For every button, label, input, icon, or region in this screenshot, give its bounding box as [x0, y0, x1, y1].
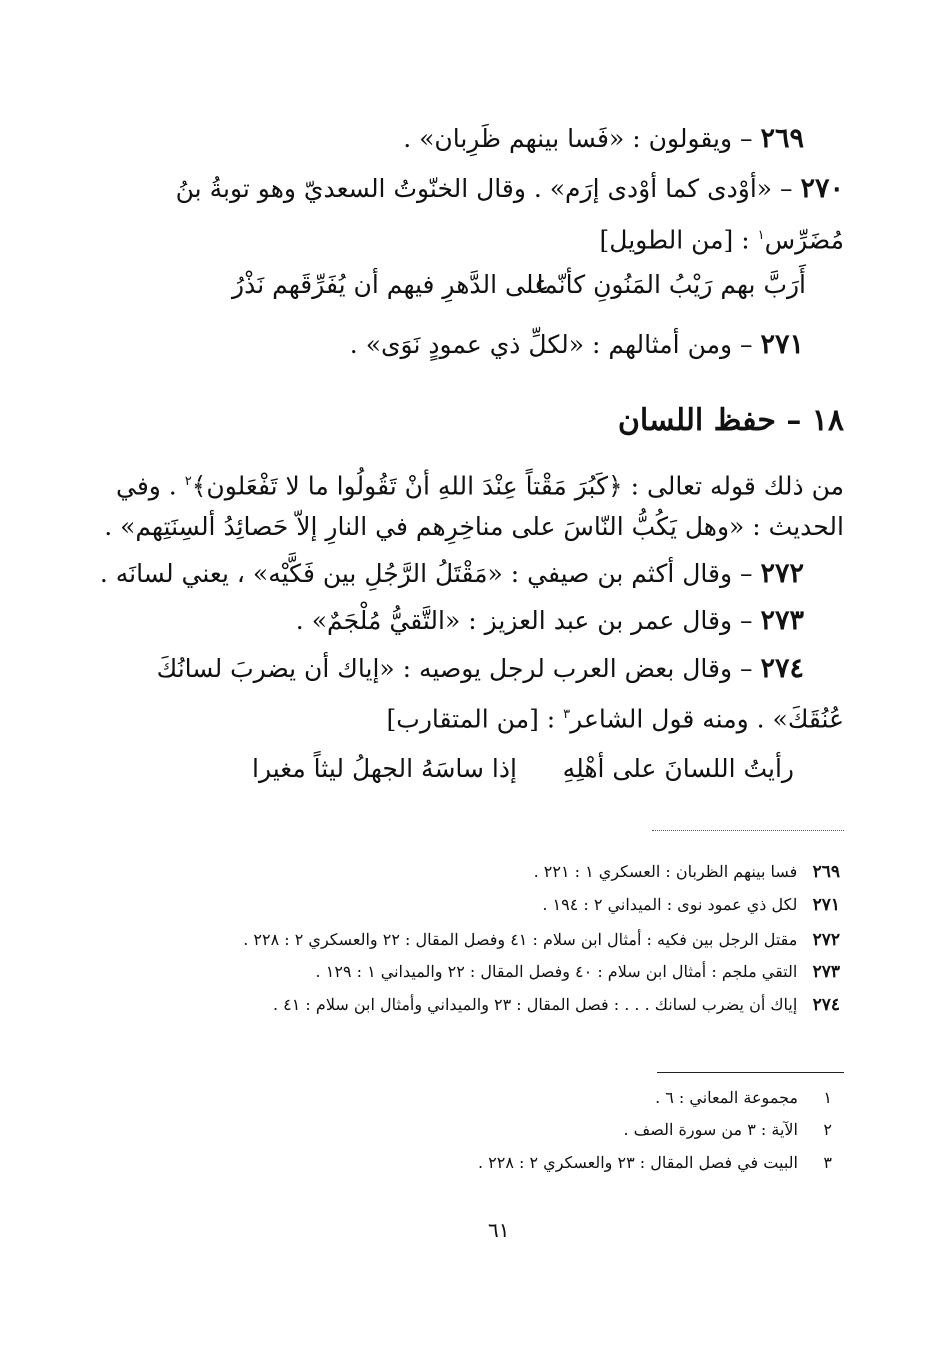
footnote-text: الآية : ٣ من سورة الصف . — [623, 1120, 798, 1139]
entry-text: – ومن أمثالهم : «لكلِّ ذي عمودٍ نَوَى» . — [349, 330, 753, 359]
verse-hemistich-right: أَرَبَّ بهم رَيْبُ المَنُونِ كأنّما — [536, 270, 806, 299]
footnote-text: البيت في فصل المقال : ٢٣ والعسكري ٢ : ٢٢٨ . — [477, 1153, 798, 1172]
source-line — [542, 894, 840, 916]
entry-270-line2 — [600, 219, 844, 257]
footnote-number: ٣ — [823, 1153, 832, 1172]
source-number: ٢٧٣ — [812, 962, 840, 982]
entry-269 — [403, 122, 804, 156]
verse-hemistich-left: إذا ساسَهُ الجهلُ ليثاً مغيرا — [252, 754, 517, 783]
entry-number: ٢٧٠ — [800, 173, 844, 204]
source-line — [316, 961, 840, 983]
source-text: التقي ملجم : أمثال ابن سلام : ٤٠ وفصل المقال : ٢٢ والميداني ١ : ١٢٩ . — [315, 962, 798, 981]
source-line — [243, 929, 840, 951]
entry-number: ٢٧٢ — [760, 558, 804, 589]
source-text: فسا بينهم الظربان : العسكري ١ : ٢٢١ . — [533, 862, 798, 881]
entry-text: – وقال عمر بن عبد العزيز : «التَّقيُّ مُلْجَمٌ» . — [295, 606, 753, 635]
meter-label: : [من الطويل] — [599, 225, 750, 255]
footnote-ref: ٣ — [563, 707, 571, 722]
entry-text: عُنُقَكَ» . ومنه قول الشاعر — [570, 704, 844, 734]
intro-line1 — [116, 465, 844, 503]
entry-273 — [296, 604, 804, 638]
entry-272 — [100, 557, 804, 591]
footnote-ref: ١ — [757, 228, 765, 243]
footnote-number: ٢ — [823, 1120, 832, 1139]
footnote-text: مجموعة المعاني : ٦ . — [655, 1088, 798, 1107]
footnote — [623, 1119, 832, 1141]
intro-line2: الحديث : «وهل يَكُبُّ النّاسَ على مناخِرِهم في النارِ إلاّ حَصائِدُ ألسِنَتِهم» . — [104, 512, 844, 541]
entry-274-line2 — [387, 698, 844, 736]
source-line — [534, 861, 840, 883]
entry-number: ٢٦٩ — [760, 123, 804, 154]
footnotes-divider — [657, 1072, 844, 1073]
quran-quote: من ذلك قوله تعالى : ﴿كَبُرَ مَقْتاً عِنْدَ اللهِ أنْ تَقُولُوا ما لا تَفْعَلون﴾ — [191, 471, 844, 501]
meter-label: : [من المتقارب] — [386, 704, 556, 734]
verse-hemistich-left: على الدَّهرِ فيهم أن يُفَرِّقَهم نَذْرُ — [232, 270, 550, 299]
source-number: ٢٧٤ — [812, 995, 840, 1015]
intro-continuation: . وفي — [116, 471, 177, 501]
source-text: لكل ذي عمود نوى : الميداني ٢ : ١٩٤ . — [542, 895, 798, 914]
sources-divider — [652, 830, 844, 831]
source-number: ٢٧١ — [812, 895, 840, 915]
source-number: ٢٧٢ — [812, 930, 840, 950]
source-text: إياك أن يضرب لسانك . . . : فصل المقال : ٢٣ والميداني وأمثال ابن سلام : ٤١ . — [272, 995, 798, 1014]
verse-hemistich-right: رأيتُ اللسانَ على أهْلِهِ — [562, 754, 794, 783]
entry-number: ٢٧٤ — [760, 653, 804, 684]
footnote — [478, 1152, 832, 1174]
footnote-ref: ٢ — [184, 474, 192, 489]
entry-271 — [350, 328, 804, 362]
entry-number: ٢٧٣ — [760, 605, 804, 636]
entry-text: – وقال بعض العرب لرجل يوصيه : «إياك أن يضربَ لسانُكَ — [156, 654, 753, 683]
entry-270-line1 — [175, 172, 844, 206]
entry-274-line1 — [156, 652, 804, 686]
footnote-number: ١ — [823, 1088, 832, 1107]
footnote — [655, 1087, 832, 1109]
entry-text: – ويقولون : «فَسا بينهم ظَرِبان» . — [403, 124, 753, 153]
source-number: ٢٦٩ — [812, 862, 840, 882]
source-text: مقتل الرجل بين فكيه : أمثال ابن سلام : ٤١ وفصل المقال : ٢٢ والعسكري ٢ : ٢٢٨ . — [243, 930, 798, 949]
entry-text: – وقال أكثم بن صيفي : «مَقْتَلُ الرَّجُلِ بين فَكَّيْه» ، يعني لسانَه . — [99, 559, 753, 588]
poet-name: مُضَرِّس — [764, 225, 844, 255]
source-line — [273, 994, 840, 1016]
page-number: ٦١ — [488, 1218, 510, 1242]
entry-text: – «أوْدى كما أوْدى إرَم» . وقال الخنّوتُ السعديّ وهو توبةُ بنُ — [175, 174, 793, 203]
section-heading: ١٨ – حفظ اللسان — [617, 403, 844, 438]
entry-number: ٢٧١ — [760, 329, 804, 360]
